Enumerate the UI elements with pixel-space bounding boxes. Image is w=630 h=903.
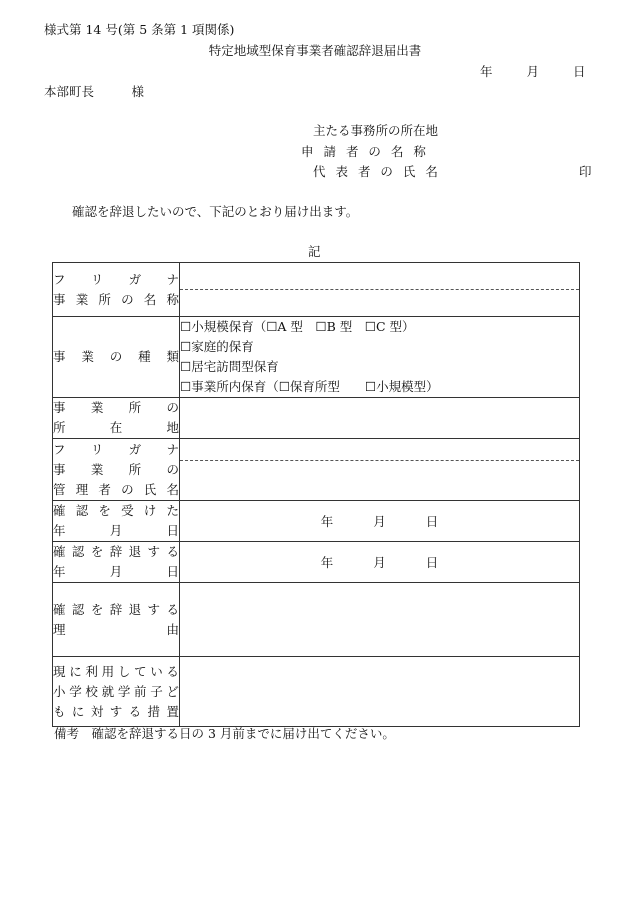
notes: 備考 確認を辞退する日の 3 月前までに届け出てください。	[54, 726, 395, 741]
submission-date	[480, 64, 586, 80]
label-line: フ リ ガ ナ	[53, 441, 179, 457]
form-table	[52, 262, 580, 727]
label-line: 確 認 を 受 け た	[53, 503, 179, 518]
date-year-label: 年	[480, 64, 493, 79]
applicant-office-label: 主たる事務所の所在地	[313, 123, 439, 138]
label-line: 事 業 所 の	[53, 461, 179, 477]
label-cell	[53, 501, 180, 542]
manager-name-field[interactable]	[180, 439, 580, 501]
seal-mark: 印	[579, 164, 592, 179]
ki-heading: 記	[308, 244, 321, 259]
form-number: 様式第 14 号(第 5 条第 1 項関係)	[44, 22, 235, 37]
label-line: 事 業 所 の 名 称	[53, 291, 179, 307]
business-type-workplace[interactable]: ☐事業所内保育（☐保育所型 ☐小規模型）	[180, 379, 439, 394]
label-cell	[53, 583, 180, 657]
date-cell: 年 月 日	[320, 555, 439, 570]
label-line: 年 月 日	[53, 523, 179, 538]
label-cell	[53, 398, 180, 439]
table-row	[53, 439, 580, 501]
business-type-home-based[interactable]: ☐家庭的保育	[180, 339, 254, 354]
date-month-label: 月	[526, 64, 540, 79]
label-line: 確 認 を 辞 退 す る	[53, 601, 179, 617]
table-row	[53, 501, 580, 542]
facility-name-furigana-input[interactable]	[180, 263, 579, 290]
table-row	[53, 657, 580, 727]
table-row	[53, 317, 580, 398]
applicant-name-label: 申 請 者 の 名 称	[301, 144, 429, 159]
date-cell: 年 月 日	[320, 514, 439, 529]
preschool-measures-field[interactable]	[180, 657, 580, 727]
label-line: 確 認 を 辞 退 す る	[53, 544, 179, 559]
label-line: フ リ ガ ナ	[53, 271, 179, 287]
label-cell	[53, 657, 180, 727]
label-line: 小 学 校 就 学 前 子 ど	[53, 683, 179, 699]
business-type-home-visit[interactable]: ☐居宅訪問型保育	[180, 359, 279, 374]
label-line: 理 由	[53, 621, 179, 637]
label-line: 管 理 者 の 氏 名	[53, 481, 179, 497]
table-row	[53, 583, 580, 657]
label-line: も に 対 す る 措 置	[53, 703, 179, 719]
label-line: 事 業 所 の	[53, 400, 179, 415]
label-cell	[53, 317, 180, 398]
table-row	[53, 398, 580, 439]
label-cell	[53, 263, 180, 317]
table-row	[53, 542, 580, 583]
date-day-label: 日	[573, 64, 586, 79]
confirmation-date-field[interactable]	[180, 501, 580, 542]
manager-name-furigana-input[interactable]	[180, 439, 579, 461]
facility-name-field[interactable]	[180, 263, 580, 317]
label-cell	[53, 542, 180, 583]
label-line: 事 業 の 種 類	[53, 349, 179, 364]
document-title: 特定地域型保育事業者確認辞退届出書	[208, 43, 422, 58]
label-cell	[53, 439, 180, 501]
applicant-rep-label: 代 表 者 の 氏 名	[313, 164, 441, 179]
facility-name-input[interactable]	[180, 290, 579, 316]
label-line: 現 に 利 用 し て い る	[53, 663, 179, 679]
addressee: 本部町長 様	[44, 84, 145, 99]
facility-address-field[interactable]	[180, 398, 580, 439]
manager-name-input[interactable]	[180, 461, 579, 500]
intro-text: 確認を辞退したいので、下記のとおり届け出ます。	[72, 204, 359, 219]
withdrawal-date-field[interactable]	[180, 542, 580, 583]
table-row	[53, 263, 580, 317]
label-line: 所 在 地	[53, 420, 179, 435]
label-line: 年 月 日	[53, 564, 179, 579]
business-type-options	[180, 317, 580, 398]
withdrawal-reason-field[interactable]	[180, 583, 580, 657]
business-type-small-scale[interactable]: ☐小規模保育（☐A 型 ☐B 型 ☐C 型）	[180, 319, 415, 334]
